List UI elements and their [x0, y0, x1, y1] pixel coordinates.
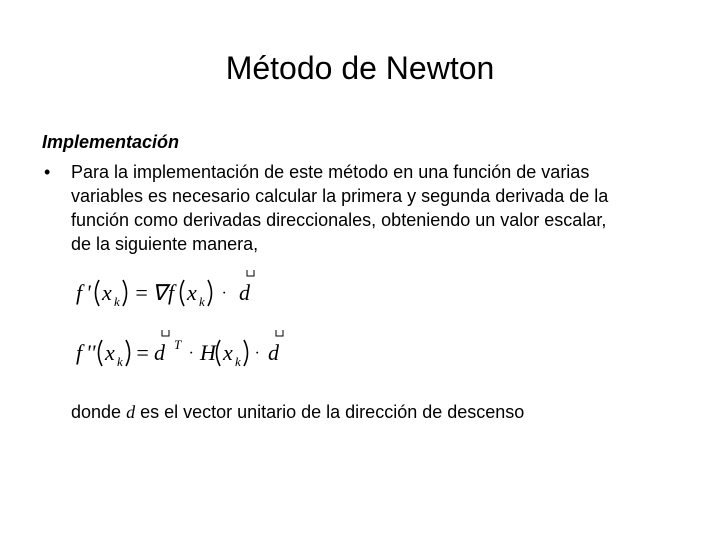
svg-text:': '	[86, 280, 91, 305]
svg-text:=: =	[135, 340, 150, 365]
svg-text:f: f	[168, 280, 175, 305]
bullet-marker: •	[44, 162, 51, 182]
svg-text:·: ·	[189, 345, 193, 362]
svg-text:T: T	[174, 337, 182, 352]
first-derivative-formula	[72, 268, 282, 318]
bullet-line-3: función como derivadas direccionales, obteniendo un valor escalar,	[71, 210, 607, 230]
svg-text:x: x	[102, 280, 112, 305]
svg-text:x: x	[105, 340, 115, 365]
svg-text:d: d	[239, 280, 250, 305]
bullet-paragraph	[71, 160, 671, 256]
svg-text:d: d	[268, 340, 279, 365]
closing-text-after: es el vector unitario de la dirección de descenso	[135, 402, 525, 422]
first-derivative-formula-graphic	[72, 268, 282, 318]
svg-text:·: ·	[255, 345, 259, 362]
svg-text:x: x	[223, 340, 233, 365]
bullet-line-4: de la siguiente manera,	[71, 234, 259, 254]
section-subheading: Implementación	[42, 132, 180, 152]
svg-text:k: k	[235, 354, 241, 369]
svg-text:f: f	[76, 340, 83, 365]
svg-text:=: =	[134, 280, 149, 305]
direction-variable: d	[126, 402, 136, 422]
second-derivative-formula	[72, 327, 292, 377]
bullet-line-1: Para la implementación de este método en una función de varias	[71, 162, 590, 182]
bullet-line-2: variables es necesario calcular la primera y segunda derivada de la	[71, 186, 609, 206]
svg-text:'': ''	[86, 340, 96, 365]
closing-sentence	[71, 400, 524, 424]
svg-text:k: k	[117, 354, 123, 369]
svg-text:·: ·	[222, 285, 226, 302]
svg-text:x: x	[187, 280, 197, 305]
svg-text:∇: ∇	[152, 280, 167, 305]
second-derivative-formula-graphic	[72, 327, 292, 377]
svg-text:H: H	[200, 340, 216, 365]
svg-text:k: k	[199, 294, 205, 309]
svg-text:k: k	[114, 294, 120, 309]
svg-text:d: d	[154, 340, 165, 365]
svg-text:f: f	[76, 280, 83, 305]
closing-text-before: donde	[71, 402, 127, 422]
slide-title: Método de Newton	[225, 50, 495, 86]
